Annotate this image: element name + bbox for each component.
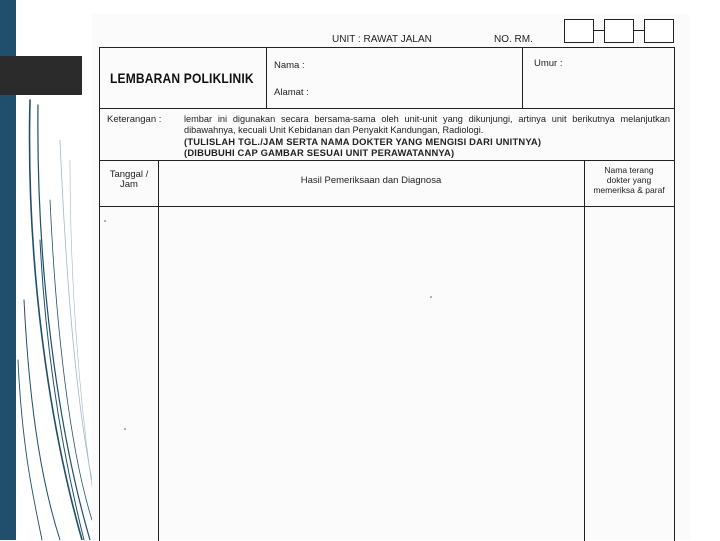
scan-speck xyxy=(430,296,432,298)
notes-text xyxy=(184,114,670,158)
address-field-label: Alamat : xyxy=(274,87,309,98)
date-column-line xyxy=(158,206,159,541)
notes-line: lembar ini digunakan secara bersama-sama oleh unit-unit yang dikunjungi, artinya unit berikutnya melanjutkan dibawahnya, kecuali Unit Kebidanan dan Penyakit Kandungan, Radiologi. xyxy=(184,114,670,135)
doctor-header-line: Nama terang xyxy=(604,165,654,175)
unit-label: UNIT : RAWAT JALAN xyxy=(332,34,432,45)
notes-row xyxy=(100,108,674,161)
scan-speck xyxy=(104,220,106,222)
doctor-column-line xyxy=(584,206,585,541)
date-header-line: Jam xyxy=(120,179,138,190)
record-number-box-1 xyxy=(564,19,594,43)
column-header-row xyxy=(100,160,674,207)
doctor-header-line: dokter yang xyxy=(606,175,652,185)
form-header-row xyxy=(100,48,674,109)
notes-label: Keterangan : xyxy=(107,114,162,125)
record-number-box-2 xyxy=(604,19,634,43)
form-table xyxy=(99,47,675,541)
record-number-label: NO. RM. xyxy=(494,34,533,45)
doctor-column-header xyxy=(584,165,674,195)
divider xyxy=(266,48,267,108)
name-field-label: Nama : xyxy=(274,60,305,71)
scan-speck xyxy=(124,428,126,430)
record-number-box-3 xyxy=(644,19,674,43)
scanned-form xyxy=(92,14,690,540)
notes-instruction: (TULISLAH TGL./JAM SERTA NAMA DOKTER YANG MENGISI DARI UNITNYA) xyxy=(184,136,542,147)
form-title: LEMBARAN POLIKLINIK xyxy=(110,70,254,86)
notes-instruction: (DIBUBUHI CAP GAMBAR SESUAI UNIT PERAWATANNYA) xyxy=(184,147,455,158)
record-number-connector xyxy=(634,30,644,31)
date-column-header xyxy=(100,170,158,190)
slide-title-block xyxy=(0,56,82,95)
doctor-header-line: memeriksa & paraf xyxy=(593,185,665,195)
entries-area xyxy=(100,206,674,541)
result-column-header: Hasil Pemeriksaan dan Diagnosa xyxy=(300,175,442,186)
date-header-line: Tanggal / xyxy=(109,169,149,180)
divider xyxy=(522,48,523,108)
record-number-boxes xyxy=(562,19,676,45)
age-field-label: Umur : xyxy=(534,58,563,69)
record-number-connector xyxy=(594,30,604,31)
